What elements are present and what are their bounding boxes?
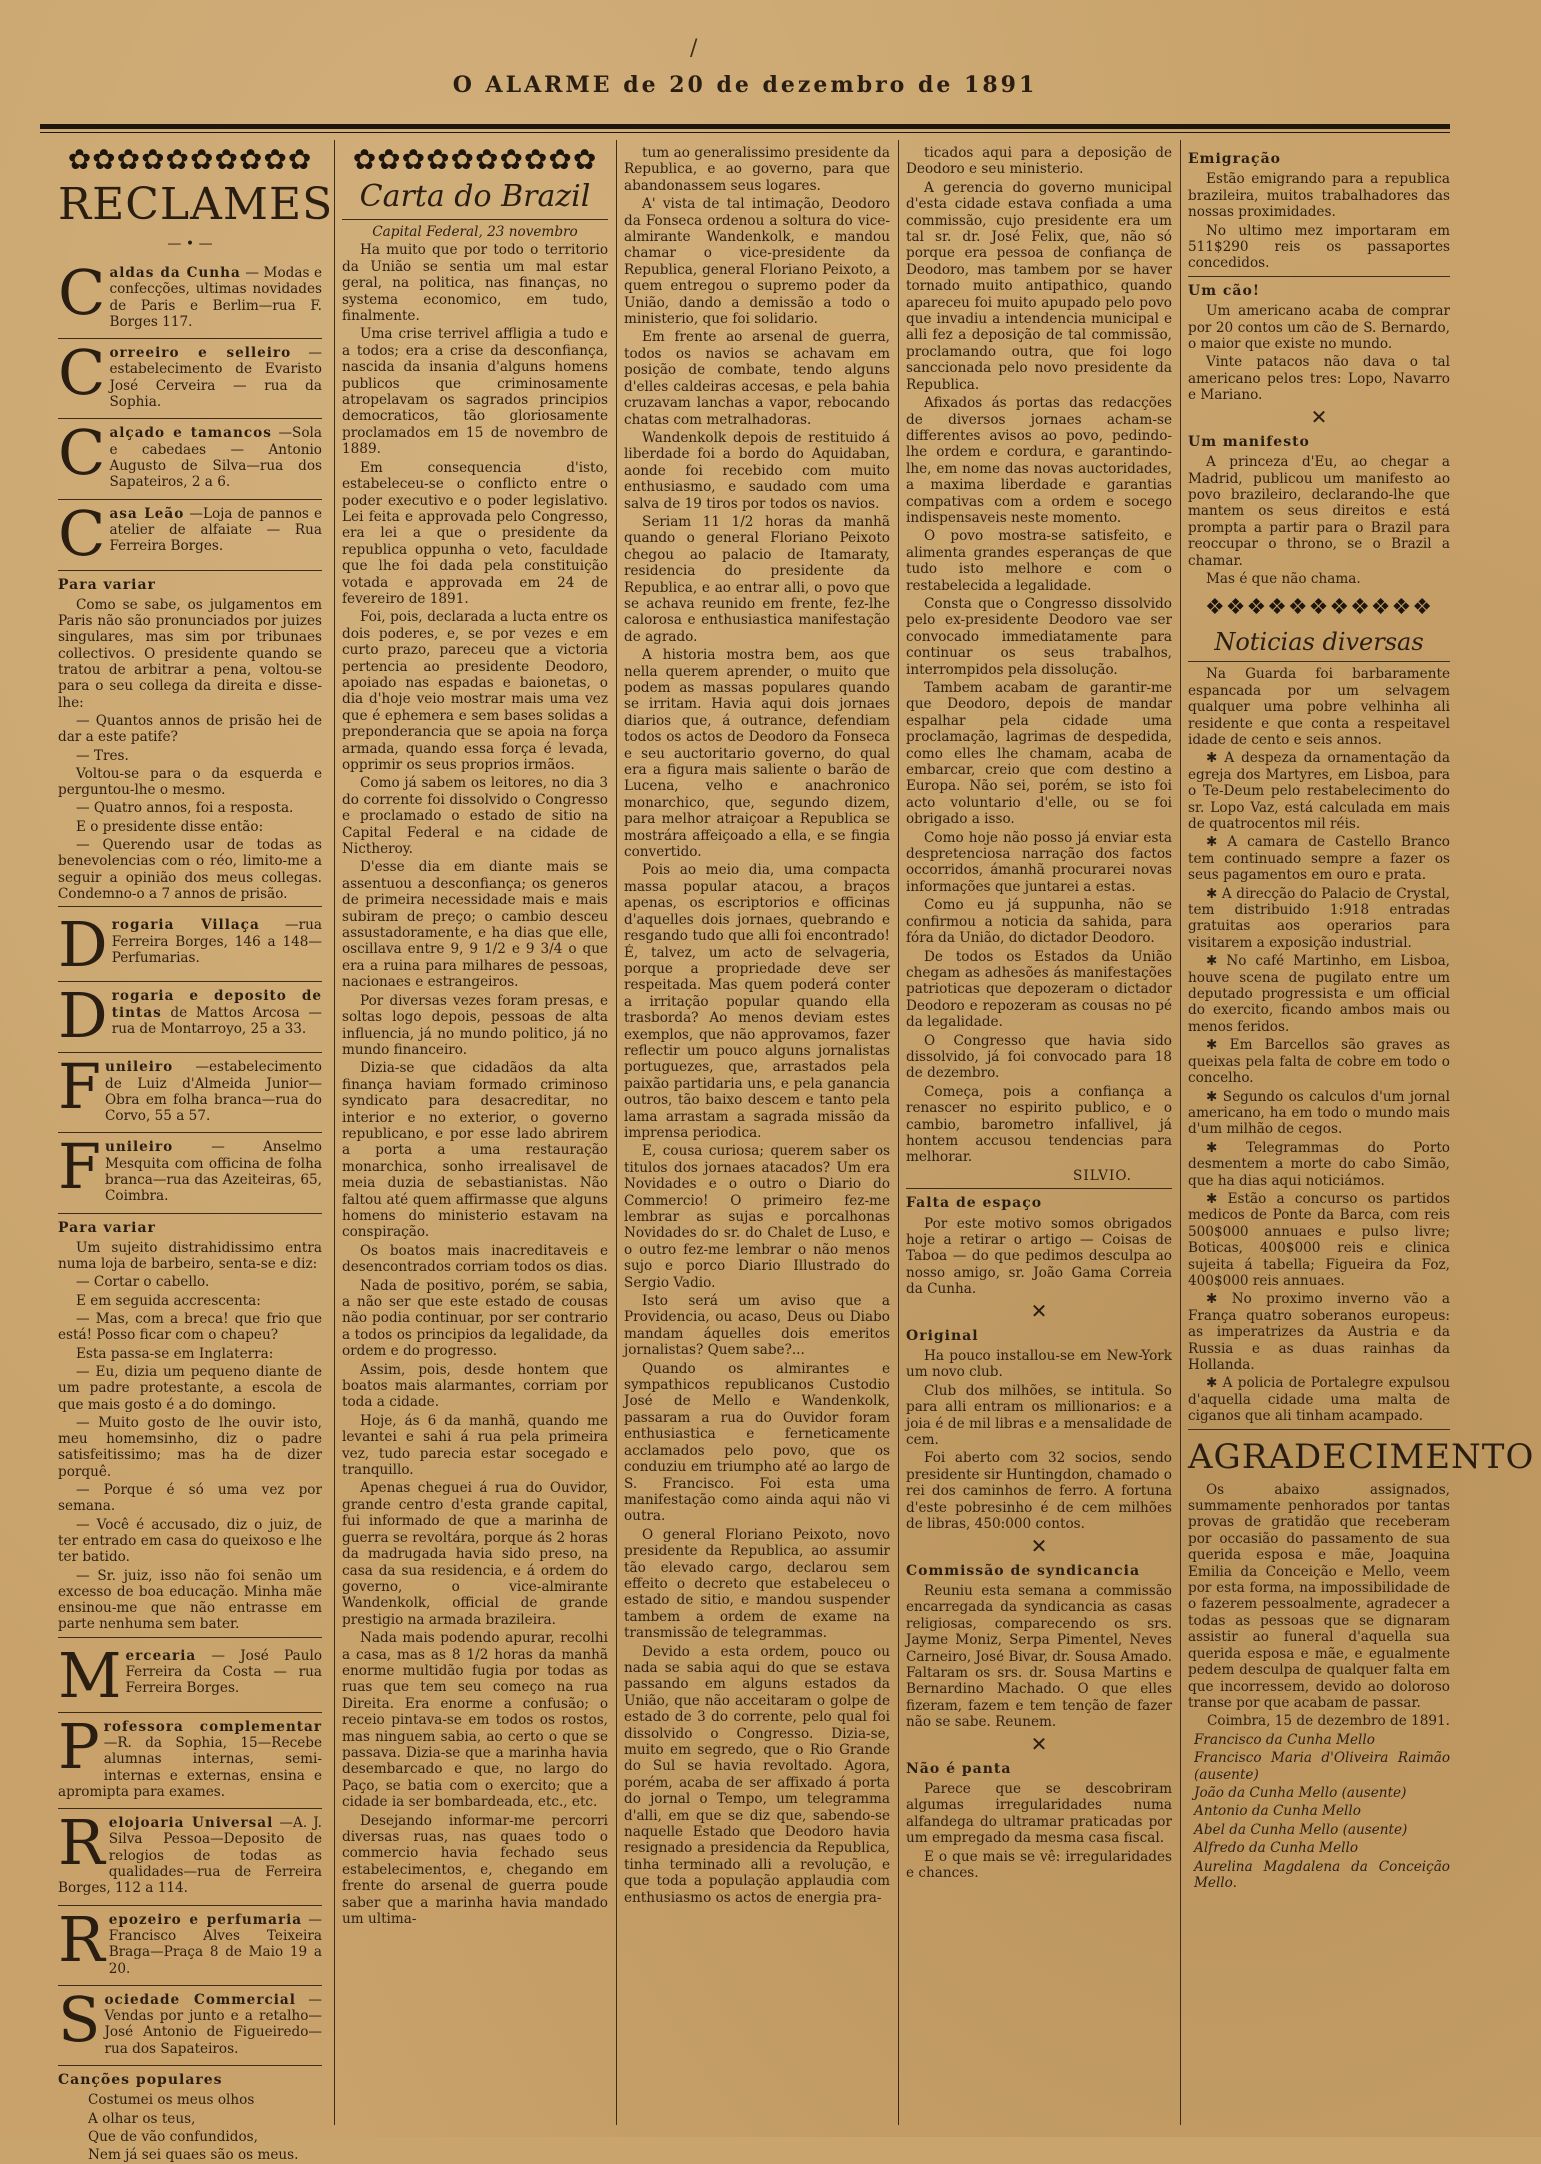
nao-body: Parece que se descobriram algumas irregularidades numa alfandega do ultramar praticadas por um empregado da mesma casa fiscal. [906, 1780, 1172, 1847]
ornament-border: ❖❖❖❖❖❖❖❖❖❖❖ [1205, 595, 1433, 621]
paragraph: Dizia-se que cidadãos da alta finança haviam formado criminoso syndicato para desacreditar, no interior e no exterior, o governo republicano, e por esse lado abrirem a porta a uma restauração monarchica, sonho irrealisavel de meia duzia de sebastianistas. Não faltou até quem affirmasse que alguns homens do ministerio estavam na conspiração. [342, 1060, 608, 1241]
column-5 [1188, 145, 1535, 2130]
paragraph: Mas é que não chama. [1206, 570, 1361, 587]
paragraph: Foi aberto com 32 socios, sendo presidente sir Huntingdon, chamado o rei dos caminhos de ferro. A fortuna d'este pobresinho é de cem milhões de libras, 450:000 contos. [906, 1450, 1172, 1533]
ad-text: — Anselmo Mesquita com officina de folha branca—rua das Azeiteiras, 65, Coimbra. [105, 1139, 322, 1205]
drop-cap: C [58, 256, 106, 329]
paragraph: — Querendo usar de todas as benevolencias com o réo, limito-me a seguir a opinião dos meus collegas. Condemno-o a 7 annos de prisão. [58, 837, 322, 902]
divider [1188, 661, 1450, 662]
paragraph: Nada mais podendo apurar, recolhi a casa, mas as 8 1/2 horas da manhã enorme multidão fugia por todas as ruas que tem seu começo na rua Direita. Era enorme a confusão; o receio pintava-se em todos os rostos, mas ninguem sabia, ao certo o que se passava. Dizia-se que a marinha havia desembarcado e que, no largo do Paço, se batia com o exercito; que a cidade ia ser bombardeada, etc., etc. [342, 1630, 608, 1811]
paragraph: — Sr. juiz, isso não foi senão um excesso de boa educação. Minha mãe ensinou-me que não entrasse em parte nenhuma sem bater. [58, 1567, 322, 1633]
advertisement [58, 908, 322, 982]
cross-divider: ✕ [1030, 1533, 1048, 1558]
column-rule [1180, 140, 1181, 2125]
agradecimento-body: Os abaixo assignados, summamente penhorados por tantas provas de gratidão que receberam por occasião do passamento de sua querida esposa e mãe, Joaquina Emilia da Conceição e Mello, veem por esta forma, na impossibilidade de o fazerem pessoalmente, agradecer a todas as pessoas que se dignaram assistir ao funeral d'aquella sua querida esposa e mãe, e egualmente pedem desculpa de qualquer falta em que incorressem, devido ao doloroso transe por que acabam de passar. [1188, 1481, 1450, 1711]
column-carta-do-brazil [342, 145, 608, 2130]
masthead-rule [40, 124, 1450, 129]
column-rule [334, 140, 335, 2125]
drop-cap: C [58, 336, 106, 410]
paragraph: Tambem acabam de garantir-me que Deodoro, depois de mandar espalhar pela cidade uma proclamação, lagrimas de despedida, como elles lhe chamam, acaba de embarcar, creio que com destino a Europa. Não sei, porém, se isto foi acto voluntario d'elle, ou se foi obrigado a isso. [906, 680, 1172, 828]
paragraph: João da Cunha Mello (ausente) [1194, 1784, 1407, 1801]
signatures [1188, 1732, 1450, 1892]
paragraph: Consta que o Congresso dissolvido pelo ex-presidente Deodoro vae ser convocado immediatamente para continuar os seus trabalhos, interrompidos pela dissolução. [906, 595, 1172, 678]
ad-text: — Modas e confecções, ultimas novidades de Paris e Berlim—rua F. Borges 117. [109, 265, 322, 330]
paragraph: Na Guarda foi barbaramente espancada por um selvagem qualquer uma pobre velhinha ali residente e que conta a respeitavel idade de cento e seis annos. [1188, 666, 1450, 748]
paragraph: Começa, pois a confiança a renascer no espirito publico, e o cambio, barometro infallivel, já hontem accusou tendencias para melhorar. [906, 1083, 1172, 1166]
paragraph: Devido a esta ordem, pouco ou nada se sabia aqui do que se estava passando em alguns estados da União, que não acceitaram o golpe de estado de 3 do corrente, pelo qual foi dissolvido o Congresso. Dizia-se, muito em segredo, que o Rio Grande do Sul se havia revoltado. Agora, porém, acaba de ser affixado á porta do jornal o Tempo, um telegramma d'alli, em que se diz que, sabendo-se naquelle Estado que Deodoro havia resignado a presidencia da Republica, tinha terminado alli a revolução, e que toda a população applaudia com enthusiasmo os actos de energia pra- [624, 1643, 890, 1906]
advertisement [58, 416, 322, 499]
paragraph: Foi, pois, declarada a lucta entre os dois poderes, e, se por vezes e em curto prazo, pareceu que a victoria pertencia ao presidente Deodoro, apoiado nas espadas e baionetas, o dia d'hoje veio mostrar mais uma vez que é ephemera e sem bases solidas a preponderancia que se apoia na força armada, quando essa força é levada, opprimir os seus proprios irmãos. [342, 609, 608, 773]
paragraph: — Muito gosto de lhe ouvir isto, meu homemsinho, diz o padre satisfeitissimo; mas ha de dizer porquê. [58, 1414, 322, 1480]
original-body [906, 1348, 1172, 1532]
divider [58, 1637, 322, 1638]
advertisement [58, 979, 322, 1053]
paragraph: Hoje, ás 6 da manhã, quando me levantei e sahi á rua pela primeira vez, tudo parecia estar socegado e tranquillo. [342, 1412, 608, 1479]
paragraph: Ha muito que por todo o territorio da União se sentia um mal estar geral, na politica, nas finanças, no systema economico, em tudo, finalmente. [342, 242, 608, 325]
paragraph: ✱ A direcção do Palacio de Crystal, tem distribuido 1:918 entradas gratuitas aos operarios para visitarem a exposição industrial. [1188, 885, 1450, 951]
paragraph: ✱ A camara de Castello Branco tem continuado sempre a fazer os seus pagamentos em ouro e prata. [1188, 834, 1450, 884]
commissao-body: Reuniu esta semana a commissão encarregada da syndicancia as casas religiosas, comparecendo os srs. Jayme Moniz, Serpa Pimentel, Neves Carneiro, José Bivar, dr. Sousa Amado. Faltaram os srs. dr. Sousa Martins e Bernardino Machado. O que elles fizeram, fazem e tem tenção de fazer não se sabe. Reunem. [906, 1582, 1172, 1731]
advertisement [58, 336, 322, 419]
ad-name: unileiro [105, 1139, 174, 1156]
paragraph: A princeza d'Eu, ao chegar a Madrid, publicou um manifesto ao povo brazileiro, declarando-lhe que mantem os seus direitos e está prompta a partir para o Brazil para reoccupar o throno, se o Brazil a chamar. [1188, 454, 1450, 569]
paragraph: ✱ Segundo os calculos d'um jornal americano, ha em todo o mundo mais d'um milhão de cegos. [1188, 1088, 1450, 1138]
drop-cap: S [58, 1982, 101, 2056]
drop-cap: M [58, 1638, 122, 1712]
section-title: Para variar [58, 576, 156, 593]
drop-cap: R [58, 1806, 105, 1880]
paragraph: Como já sabem os leitores, no dia 3 do corrente foi dissolvido o Congresso e proclamado o estado de sitio na Capital Federal e na cidade de Nictheroy. [342, 775, 608, 858]
section-title: Commissão de syndicancia [906, 1562, 1141, 1579]
paragraph: Como se sabe, os julgamentos em Paris não são pronunciados por juizes singulares, mas sim por tribunaes collectivos. O presidente quando se tratou de arbitrar a pena, voltou-se para o seu collega da direita e disse-lhe: [58, 596, 322, 711]
manifesto-body [1188, 454, 1450, 587]
section-title: Um cão! [1188, 282, 1260, 299]
ad-name: elojoaria Universal [108, 1815, 274, 1832]
divider [1188, 276, 1450, 277]
paragraph: Apenas cheguei á rua do Ouvidor, grande centro d'esta grande capital, fui informado de que a marinha de guerra se revoltára, porque ás 2 horas da madrugada havia sido preso, na casa da sua residencia, e á ordem do governo, o vice-almirante Wandenkolk, official de grande prestigio na armada brazileira. [342, 1480, 608, 1628]
ad-text: —A. J. Silva Pessoa—Deposito de relogios de todas as qualidades—rua de Ferreira Borges, 112 a 114. [58, 1815, 322, 1897]
drop-cap: R [58, 1902, 105, 1976]
ad-text: —Loja de pannos e atelier de alfaiate — Rua Ferreira Borges. [109, 505, 322, 555]
section-title: Original [906, 1327, 979, 1344]
paragraph: Alfredo da Cunha Mello [1194, 1840, 1359, 1857]
paragraph: — Porque é só uma vez por semana. [58, 1482, 322, 1515]
divider: — • — [167, 236, 213, 252]
ad-text: —rua Ferreira Borges, 146 a 148—Perfumarias. [111, 917, 322, 966]
drop-cap: F [58, 1130, 102, 1204]
agradecimento-title: AGRADECIMENTO [1188, 1436, 1535, 1477]
paragraph: — Eu, dizia um pequeno diante de um padre protestante, a escola de que mais gosto é a do domingo. [58, 1363, 322, 1413]
paragraph: Ha pouco installou-se em New-York um novo club. [906, 1348, 1172, 1381]
paragraph: Esta passa-se em Inglaterra: [76, 1345, 274, 1362]
ornament-border: ✿✿✿✿✿✿✿✿✿✿ [352, 143, 598, 176]
paragraph: tum ao generalissimo presidente da Republica, e ao governo, para que abandonassem seus logares. [624, 145, 890, 194]
um-cao-body [1188, 303, 1450, 403]
ad-name: epozeiro e perfumaria [108, 1911, 303, 1928]
advertisement [58, 1982, 323, 2066]
article-title: Carta do Brazil [359, 179, 591, 214]
paragraph: Como eu já suppunha, não se confirmou a noticia da sahida, para fóra da União, do dictador Deodoro. [906, 897, 1172, 947]
section-title: Falta de espaço [906, 1195, 1043, 1212]
paragraph: Antonio da Cunha Mello [1194, 1803, 1361, 1820]
ad-text: de Mattos Arcosa —rua de Montarroyo, 25 a 33. [111, 1004, 322, 1037]
paragraph: Nada de positivo, porém, se sabia, a não ser que este estado de cousas não podia continuar, por ser contrario a todos os principios da legalidade, da ordem e do progresso. [342, 1277, 608, 1360]
masthead-rule-thin [40, 132, 1450, 133]
cancoes-populares [58, 2092, 322, 2163]
paragraph: ✱ No proximo inverno vão a França quatro soberanos europeus: as imperatrizes da Austria e da Russia e as duas rainhas da Hollanda. [1188, 1291, 1450, 1373]
ad-list [58, 1638, 323, 2066]
paragraph: Abel da Cunha Mello (ausente) [1194, 1821, 1408, 1838]
paragraph: Aurelina Magdalena da Conceição Mello. [1194, 1858, 1450, 1891]
paragraph: Voltou-se para o da esquerda e perguntou-lhe o mesmo. [58, 765, 322, 799]
paragraph: Seriam 11 1/2 horas da manhã quando o general Floriano Peixoto chegou ao palacio de Itamaraty, residencia do presidente da Republica, e ao entrar alli, o povo que se achava reunido em frente, fez-lhe calorosa e enthusiastica manifestação de agrado. [624, 513, 890, 645]
paragraph: No ultimo mez importaram em 511$290 reis os passaportes concedidos. [1188, 222, 1450, 272]
paragraph: Afixados ás portas das redacções de diversos jornaes acham-se differentes avisos ao povo, pedindo-lhe ordem e cordura, e garantindo-lhe, em nome das novas auctoridades, a maxima liberdade e garantias compativas com a ordem e socego indispensaveis neste momento. [906, 395, 1172, 526]
section-title: Emigração [1188, 151, 1281, 167]
paragraph: E, cousa curiosa; querem saber os titulos dos jornaes atacados? Um era Novidades e o outro o Diario do Commercio! O primeiro fez-me lembrar as sujas e porcalhonas Novidades do sr. do Chalet de Luso, e o outro fez-me lembrar o não menos sujo e porco Diario Illustrado do Sergio Vadio. [624, 1143, 890, 1291]
section-title: Não é panta [906, 1760, 1012, 1777]
ad-text: — estabelecimento de Evaristo José Cerveira — rua da Sophia. [109, 345, 322, 411]
paragraph: ticados aqui para a deposição de Deodoro e seu ministerio. [906, 145, 1172, 178]
drop-cap: C [58, 416, 106, 490]
paragraph: Em consequencia d'isto, estabeleceu-se o conflicto entre o poder executivo e o poder legislativo. Lei feita e approvada pelo Congresso, era lei a que o presidente da republica oppunha o veto, faculdade que lhe foi dada pela constituição votada e approvada em 24 de fevereiro de 1891. [342, 459, 608, 607]
drop-cap: D [58, 979, 108, 1053]
paragraph: A gerencia do governo municipal d'esta cidade estava confiada a uma commissão, cujo presidente era um tal sr. dr. José Felix, que, não só porque era pessoa de confiança de Deodoro, mas tambem por se haver tornado muito antipathico, quando apareceu foi muito apupado pelo povo que invadiu a intendencia municipal e alli fez a deposição de tal commissão, proclamando outra, que foi logo sanccionada pelo novo presidente da Republica. [906, 179, 1172, 393]
ad-list [58, 256, 322, 571]
column-reclames [58, 143, 334, 2164]
divider [906, 1188, 1172, 1189]
paragraph: Francisco da Cunha Mello [1194, 1731, 1375, 1748]
noticias-body [1188, 666, 1450, 1424]
paragraph: Club dos milhões, se intitula. So para alli entram os millionarios: e a joia é de mil libras e a mensalidade de cem. [906, 1382, 1172, 1449]
paragraph: Francisco Maria d'Oliveira Raimão (ausente) [1194, 1750, 1450, 1783]
handwritten-mark: / [690, 36, 698, 61]
column-4 [906, 145, 1172, 2130]
paragraph: Nem já sei quaes são os meus. [88, 2147, 299, 2164]
signature: SILVIO. [1073, 1167, 1132, 1184]
advertisement [58, 1130, 322, 1213]
paragraph: E o presidente disse então: [76, 818, 264, 835]
paragraph: Uma crise terrivel affligia a tudo e a todos; era a crise da desconfiança, nascida da insania d'alguns homens publicos que criminosamente atropelavam os sagrados principios democraticos, tão gloriosamente proclamados em 15 de novembro de 1889. [342, 326, 608, 458]
ad-name: alçado e tamancos [109, 425, 272, 442]
ad-list [58, 908, 322, 1213]
ad-name: orreeiro e selleiro [109, 345, 292, 362]
paragraph: Quando os almirantes e sympathicos republicanos Custodio José de Mello e Wandenkolk, passaram a rua do Ouvidor foram enthusiastica e ferneticamente acclamados pelo povo, que os conduziu em triumpho até ao largo de S. Francisco. Foi esta uma manifestação como ainda aqui não vi outra. [624, 1360, 890, 1525]
para-variar-1 [58, 597, 322, 902]
paragraph: Isto será um aviso que a Providencia, ou acaso, Deus ou Diabo mandam áquelles dois emeritos jornalistas? Quem sabe?... [624, 1293, 890, 1359]
paragraph: — Tres. [76, 747, 129, 764]
ad-name: rogaria e deposito de tintas [111, 988, 322, 1021]
paragraph: ✱ Em Barcellos são graves as queixas pela falta de cobre em todo o concelho. [1188, 1037, 1450, 1087]
paragraph: Um sujeito distrahidissimo entra numa loja de barbeiro, senta-se e diz: [58, 1239, 322, 1273]
paragraph: O povo mostra-se satisfeito, e alimenta grandes esperanças de que tudo isto melhore e com o restabelecida a legalidade. [906, 528, 1172, 594]
paragraph: D'esse dia em diante mais se assentuou a desconfiança; os generos de primeira necessidade mais e mais subiram de preço; o cambio desceu assustadoramente, e ha dias que elle, oscillava entre 9, 9 1/2 e 9 3/4 o que era a ruina para milhares de pessoas, nacionaes e estrangeiros. [342, 859, 608, 991]
dateline: Capital Federal, 23 novembro [372, 224, 578, 240]
paragraph: A olhar os teus, [88, 2110, 196, 2127]
ornament-border: ✿✿✿✿✿✿✿✿✿✿ [67, 143, 313, 176]
divider [342, 219, 608, 220]
ad-text: — José Paulo Ferreira da Costa — rua Ferreira Borges. [125, 1647, 322, 1697]
masthead: O ALARME de 20 de dezembro de 1891 [452, 72, 1038, 98]
paragraph: E em seguida accrescenta: [76, 1292, 261, 1309]
paragraph: — Você é accusado, diz o juiz, de ter entrado em casa do queixoso e lhe ter batido. [58, 1516, 322, 1566]
paragraph: Em frente ao arsenal de guerra, todos os navios se achavam em posição de combate, tendo alguns d'elles caldeiras accesas, e pela bahia cruzavam lanchas a vapor, rebocando chatas com metralhadoras. [624, 329, 890, 428]
paragraph: Os boatos mais inacreditaveis e desencontrados corriam todos os dias. [342, 1242, 608, 1276]
paragraph: Estão emigrando para a republica brazileira, muitos trabalhadores das nossas proximidades. [1188, 171, 1450, 221]
paragraph: A' vista de tal intimação, Deodoro da Fonseca ordenou a soltura do vice-almirante Wandenkolk, e mandou chamar o vice-presidente da Republica, general Floriano Peixoto, a quem entregou o supremo poder da União, dando a demissão a todo o ministerio, que foi solidario. [624, 196, 890, 328]
advertisement [58, 1638, 322, 1713]
advertisement [58, 1902, 322, 1986]
article-body [906, 145, 1172, 1166]
paragraph: De todos os Estados da União chegam as adhesões ás manifestações patrioticas que depozeram o dictador Deodoro e repozeram as cousas no pé da legalidade. [906, 948, 1172, 1031]
paragraph: ✱ A policia de Portalegre expulsou d'aquella cidade uma malta de ciganos que ali tinham acampado. [1188, 1375, 1450, 1425]
section-title: Para variar [58, 1219, 156, 1236]
paragraph: — Quantos annos de prisão hei de dar a este patife? [58, 712, 322, 746]
ad-name: rogaria Villaça [111, 917, 260, 934]
paragraph: O general Floriano Peixoto, novo presidente da Republica, ao assumir tão elevado cargo, declarou sem effeito o decreto que estabeleceu o estado de sitio, e mandou suspender tambem a ordem de exame na transmissão de telegrammas. [624, 1526, 890, 1642]
advertisement [58, 1050, 322, 1133]
paragraph: Por diversas vezes foram presas, e soltas logo depois, pessoas de alta influencia, já no mundo politico, já no mundo financeiro. [342, 992, 608, 1058]
ad-name: rofessora complementar [103, 1718, 322, 1735]
paragraph: Pois ao meio dia, uma compacta massa popular atacou, a braços apenas, os escriptorios e officinas d'aquelles dois jornaes, quebrando e resgando tudo que alli foi encontrado! É, talvez, um acto de selvageria, porque a propriedade deve ser respeitada. Mas quem poderá conter a irritação popular quando ella trasborda? Ao menos deviam estes exemplos, que não approvamos, fazer reflectir um pouco alguns jornalistas portuguezes, que, arrastados pela paixão partidaria uns, e pela ganancia outros, tão baixo descem e tanto pela lama arrastam a sagrada missão da imprensa periodica. [624, 862, 890, 1141]
ad-text: —Sola e cabedaes — Antonio Augusto de Silva—rua dos Sapateiros, 2 a 6. [109, 425, 322, 491]
advertisement [58, 496, 322, 571]
ad-name: aldas da Cunha [109, 265, 241, 281]
advertisement [58, 1806, 322, 1905]
paragraph: Costumei os meus olhos [88, 2092, 255, 2109]
drop-cap: P [58, 1709, 100, 1783]
ad-text: —estabelecimento de Luiz d'Almeida Junior—Obra em folha branca—rua do Corvo, 55 a 57. [105, 1059, 322, 1125]
paragraph: A historia mostra bem, aos que nella querem aprender, o muito que podem as massas populares quando se irritam. Havia aqui dois jornaes diarios que, á outrance, defendiam todos os actos de Deodoro da Fonseca e seu auctoritario governo, do qual era a figura mais saliente o barão de Lucena, velho e anachronico monarchico, que, segundo dizem, para melhor atraiçoar a Republica se mostrára affeiçoado a ella, e se fingia convertido. [624, 647, 890, 861]
article-body [342, 242, 608, 1927]
paragraph: — Cortar o cabello. [76, 1274, 210, 1291]
cross-divider: ✕ [1030, 1731, 1048, 1756]
ad-name: ociedade Commercial [104, 1991, 296, 2008]
ad-name: asa Leão [109, 505, 185, 522]
article-body [624, 145, 890, 1906]
paragraph: Vinte patacos não dava o tal americano pelos tres: Lopo, Navarro e Mariano. [1188, 354, 1450, 404]
agradecimento-date: Coimbra, 15 de dezembro de 1891. [1207, 1713, 1450, 1730]
paragraph: ✱ Estão a concurso os partidos medicos de Ponte da Barca, com reis 500$000 annuaes e pulso livre; Boticas, 400$000 reis e clinica sujeita á tabella; Figueira da Foz, 400$000 reis annuaes. [1188, 1190, 1450, 1289]
paragraph: ✱ A despeza da ornamentação da egreja dos Martyres, em Lisboa, para o Te-Deum pelo restabelecimento do sr. Lopo Vaz, está calculada em mais de quatrocentos mil réis. [1188, 750, 1450, 832]
drop-cap: C [58, 496, 106, 570]
emigracao-body [1188, 171, 1450, 271]
paragraph: Como hoje não posso já enviar esta despretenciosa narração dos factos occorridos, ámanhã procurarei novas informações que juntarei a estas. [906, 829, 1172, 895]
paragraph: ✱ No café Martinho, em Lisboa, houve scena de pugilato entre um deputado progressista e um official do exercito, ficando ambos mais ou menos feridos. [1188, 953, 1450, 1035]
ad-text: —Vendas por junto e a retalho—José Antonio de Figueiredo—rua dos Sapateiros. [104, 1991, 323, 2057]
paragraph: Desejando informar-me percorri diversas ruas, nas quaes todo o commercio havia fechado seus estabelecimentos, e, chegando em frente do arsenal de guerra poude saber que a marinha havia mandado um ultima- [342, 1812, 608, 1928]
cross-divider: ✕ [1310, 404, 1328, 429]
falta-de-espaco: Por este motivo somos obrigados hoje a retirar o artigo — Coisas de Taboa — do que pedimos desculpa ao nosso amigo, sr. João Gama Correia da Cunha. [906, 1215, 1172, 1298]
drop-cap: F [58, 1050, 102, 1124]
advertisement [58, 1709, 322, 1809]
nao-body-2: E o que mais se vê: irregularidades e chances. [906, 1848, 1172, 1881]
advertisement [58, 256, 322, 339]
column-rule [616, 140, 617, 2125]
divider [58, 906, 322, 907]
ad-text: —R. da Sophia, 15—Recebe alumnas internas, semi-internas e externas, ensina e apromipta para exames. [58, 1735, 322, 1800]
paragraph: — Mas, com a breca! que frio que está! Posso ficar com o chapeu? [58, 1311, 322, 1344]
cross-divider: ✕ [1030, 1298, 1048, 1323]
paragraph: O Congresso que havia sido dissolvido, já foi convocado para 18 de dezembro. [906, 1032, 1172, 1082]
paragraph: Que de vão confundidos, [88, 2128, 258, 2145]
ad-name: unileiro [105, 1059, 174, 1076]
column-rule [898, 140, 899, 2125]
para-variar-2 [58, 1240, 322, 1633]
reclames-title: RECLAMES [58, 179, 334, 230]
column-3 [624, 145, 890, 2130]
section-title: Canções populares [58, 2072, 223, 2089]
paragraph: — Quatro annos, foi a resposta. [76, 800, 294, 817]
drop-cap: D [58, 908, 108, 982]
divider [1188, 1429, 1450, 1430]
ad-text: —Francisco Alves Teixeira Braga—Praça 8 de Maio 19 a 20. [108, 1911, 322, 1977]
ad-name: ercearia [125, 1647, 197, 1664]
noticias-title: Noticias diversas [1214, 628, 1424, 657]
paragraph: ✱ Telegrammas do Porto desmentem a morte do cabo Simão, que ha dias aqui noticiámos. [1188, 1139, 1450, 1189]
section-title: Um manifesto [1188, 433, 1310, 450]
paragraph: Um americano acaba de comprar por 20 contos um cão de S. Bernardo, o maior que existe no mundo. [1188, 303, 1450, 353]
paragraph: Assim, pois, desde hontem que boatos mais alarmantes, corriam por toda a cidade. [342, 1361, 608, 1411]
paragraph: Wandenkolk depois de restituido á liberdade foi a bordo do Aquidaban, aonde foi recebido com muito enthusiasmo, e saudado com uma salva de 19 tiros por todos os navios. [624, 429, 890, 512]
